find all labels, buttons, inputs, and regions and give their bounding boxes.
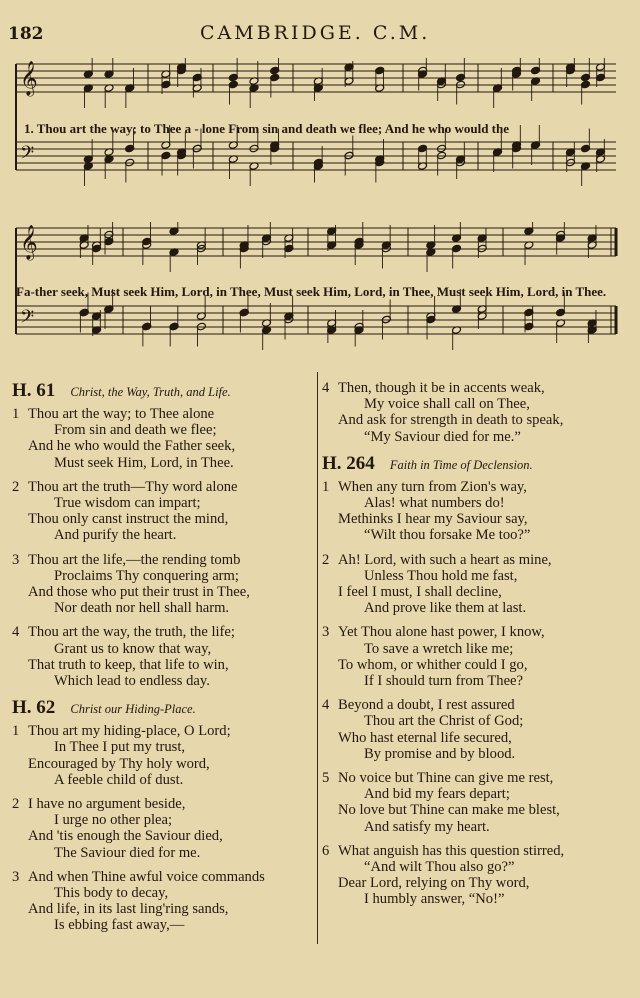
verse-line: 6 What anguish has this question stirred, bbox=[322, 842, 565, 859]
verse bbox=[322, 843, 627, 908]
left-column bbox=[12, 380, 317, 942]
verse-line: 4 Then, though it be in accents weak, bbox=[322, 380, 545, 396]
bass-clef-icon: 𝄢 bbox=[20, 143, 35, 168]
hymn-heading bbox=[12, 380, 317, 406]
verse-number: 6 bbox=[322, 842, 330, 859]
verse-number: 1 bbox=[322, 478, 330, 495]
treble-clef-icon: 𝄞 bbox=[20, 225, 38, 260]
verse-number: 2 bbox=[322, 551, 330, 568]
verse-line: Grant us to know that way, bbox=[54, 640, 212, 657]
hymn-number: H. 264 bbox=[322, 452, 375, 474]
verse-line: No love but Thine can make me blest, bbox=[338, 802, 560, 819]
verse bbox=[322, 624, 627, 689]
verse-line: That truth to keep, that life to win, bbox=[28, 656, 229, 673]
verse-number: 4 bbox=[322, 380, 330, 396]
verse-number: 3 bbox=[322, 624, 330, 641]
verse-line: By promise and by blood. bbox=[364, 745, 516, 762]
hymn-heading bbox=[322, 453, 627, 479]
verse-line: And bid my fears depart; bbox=[364, 786, 510, 803]
verse-line: 3 Thou art the life,—the rending tomb bbox=[12, 551, 241, 568]
verse-line: I feel I must, I shall decline, bbox=[338, 584, 502, 601]
hymn-heading bbox=[12, 697, 317, 723]
verse-line: The Saviour died for me. bbox=[54, 844, 201, 861]
verse-line: 4 Thou art the way, the truth, the life; bbox=[12, 624, 235, 641]
verse-line: “My Saviour died for me.” bbox=[364, 428, 521, 445]
verse-number: 3 bbox=[12, 551, 20, 568]
hymn-theme: Christ our Hiding-Place. bbox=[70, 702, 196, 717]
hymn-theme: Faith in Time of Declension. bbox=[389, 457, 533, 472]
verse-line: A feeble child of dust. bbox=[54, 771, 184, 788]
verse-line: And purify the heart. bbox=[54, 527, 177, 544]
verse-line: And life, in its last ling'ring sands, bbox=[28, 901, 229, 918]
hymn-number: H. 61 bbox=[12, 380, 56, 401]
verse bbox=[322, 479, 627, 544]
verse-number: 4 bbox=[12, 624, 20, 641]
verse-line: To whom, or whither could I go, bbox=[338, 656, 528, 673]
verse-line: 2 I have no argument beside, bbox=[12, 796, 186, 813]
hymn-h264 bbox=[322, 453, 627, 908]
verse-line: Must seek Him, Lord, in Thee. bbox=[54, 454, 234, 471]
verse-line: Nor death nor hell shall harm. bbox=[54, 600, 230, 617]
page-number: 182 bbox=[8, 24, 44, 44]
verse-line: And ask for strength in death to speak, bbox=[338, 412, 564, 429]
verse-line: Alas! what numbers do! bbox=[364, 495, 505, 512]
verse-line: 1 When any turn from Zion's way, bbox=[322, 478, 527, 495]
verse-line: I humbly answer, “No!” bbox=[364, 891, 505, 908]
verse-number: 2 bbox=[12, 478, 20, 495]
verse-line: 3 Yet Thou alone hast power, I know, bbox=[322, 624, 545, 641]
verse-number: 4 bbox=[322, 697, 330, 714]
verse-line: Unless Thou hold me fast, bbox=[364, 567, 518, 584]
tune-lyric-line-2: Fa-ther seek, Must seek Him, Lord, in Thee, Must seek Him, Lord, in Thee, Must seek Him, Lord, in Thee. bbox=[16, 284, 607, 299]
verse-line: 2 Thou art the truth—Thy word alone bbox=[12, 478, 238, 495]
verse-line: 1 Thou art my hiding-place, O Lord; bbox=[12, 723, 231, 740]
tune-lyric-line-1: 1. Thou art the way; to Thee a - lone From sin and death we flee; And he who would the bbox=[24, 121, 509, 136]
verse-line: Encouraged by Thy holy word, bbox=[28, 755, 210, 772]
verse-line: Proclaims Thy conquering arm; bbox=[54, 567, 239, 584]
verse-line: Which lead to endless day. bbox=[54, 673, 210, 690]
verse bbox=[322, 697, 627, 762]
verse bbox=[322, 552, 627, 617]
verse-line: Is ebbing fast away,— bbox=[54, 917, 185, 934]
verse-line: I urge no other plea; bbox=[54, 812, 173, 829]
verse-line: “And wilt Thou also go?” bbox=[364, 859, 515, 876]
verse-number: 1 bbox=[12, 723, 20, 740]
verse-line: And he who would the Father seek, bbox=[28, 438, 236, 455]
verse bbox=[322, 770, 627, 835]
verse-line: In Thee I put my trust, bbox=[54, 739, 186, 756]
verse-number: 3 bbox=[12, 868, 20, 885]
verse bbox=[12, 723, 317, 788]
verse bbox=[12, 406, 317, 471]
verse-line: 5 No voice but Thine can give me rest, bbox=[322, 770, 554, 787]
column-divider bbox=[317, 372, 318, 944]
verse-line: And prove like them at last. bbox=[364, 600, 527, 617]
bass-clef-icon: 𝄢 bbox=[20, 307, 35, 332]
verse-line: Dear Lord, relying on Thy word, bbox=[338, 875, 530, 892]
verse-number: 2 bbox=[12, 796, 20, 813]
verse-line: And those who put their trust in Thee, bbox=[28, 584, 250, 601]
verse-line: My voice shall call on Thee, bbox=[364, 396, 530, 413]
verse-line: Thou art the Christ of God; bbox=[364, 713, 524, 730]
verse bbox=[12, 869, 317, 934]
verse-line: 2 Ah! Lord, with such a heart as mine, bbox=[322, 551, 552, 568]
page-header bbox=[0, 22, 640, 46]
verse bbox=[12, 796, 317, 861]
verse-line: To save a wretch like me; bbox=[364, 640, 514, 657]
verse-line: 3 And when Thine awful voice commands bbox=[12, 868, 265, 885]
verse-line: “Wilt thou forsake Me too?” bbox=[364, 527, 531, 544]
verse-number: 1 bbox=[12, 406, 20, 422]
verse-line: From sin and death we flee; bbox=[54, 422, 217, 439]
verse-line: And 'tis enough the Saviour died, bbox=[28, 828, 223, 845]
right-column bbox=[322, 380, 627, 916]
verse bbox=[12, 624, 317, 689]
verse-line: 4 Beyond a doubt, I rest assured bbox=[322, 697, 515, 714]
verse-line: Who hast eternal life secured, bbox=[338, 729, 512, 746]
verse-line: This body to decay, bbox=[54, 885, 169, 902]
hymn-h61 bbox=[12, 380, 317, 689]
running-title: CAMBRIDGE. C.M. bbox=[200, 22, 431, 44]
verse bbox=[12, 552, 317, 617]
verse-line: Thou only canst instruct the mind, bbox=[28, 511, 229, 528]
verse-line: True wisdom can impart; bbox=[54, 495, 201, 512]
verse-line: Methinks I hear my Saviour say, bbox=[338, 511, 528, 528]
hymn-number: H. 62 bbox=[12, 697, 56, 719]
verse-number: 5 bbox=[322, 770, 330, 787]
verse bbox=[12, 479, 317, 544]
verse-line: And satisfy my heart. bbox=[364, 818, 490, 835]
verse-line: 1 Thou art the way; to Thee alone bbox=[12, 406, 215, 422]
verse-line: If I should turn from Thee? bbox=[364, 673, 523, 690]
hymn-theme: Christ, the Way, Truth, and Life. bbox=[70, 385, 231, 399]
hymn-h62 bbox=[12, 697, 317, 933]
verse bbox=[322, 380, 627, 445]
treble-clef-icon: 𝄞 bbox=[20, 61, 38, 96]
